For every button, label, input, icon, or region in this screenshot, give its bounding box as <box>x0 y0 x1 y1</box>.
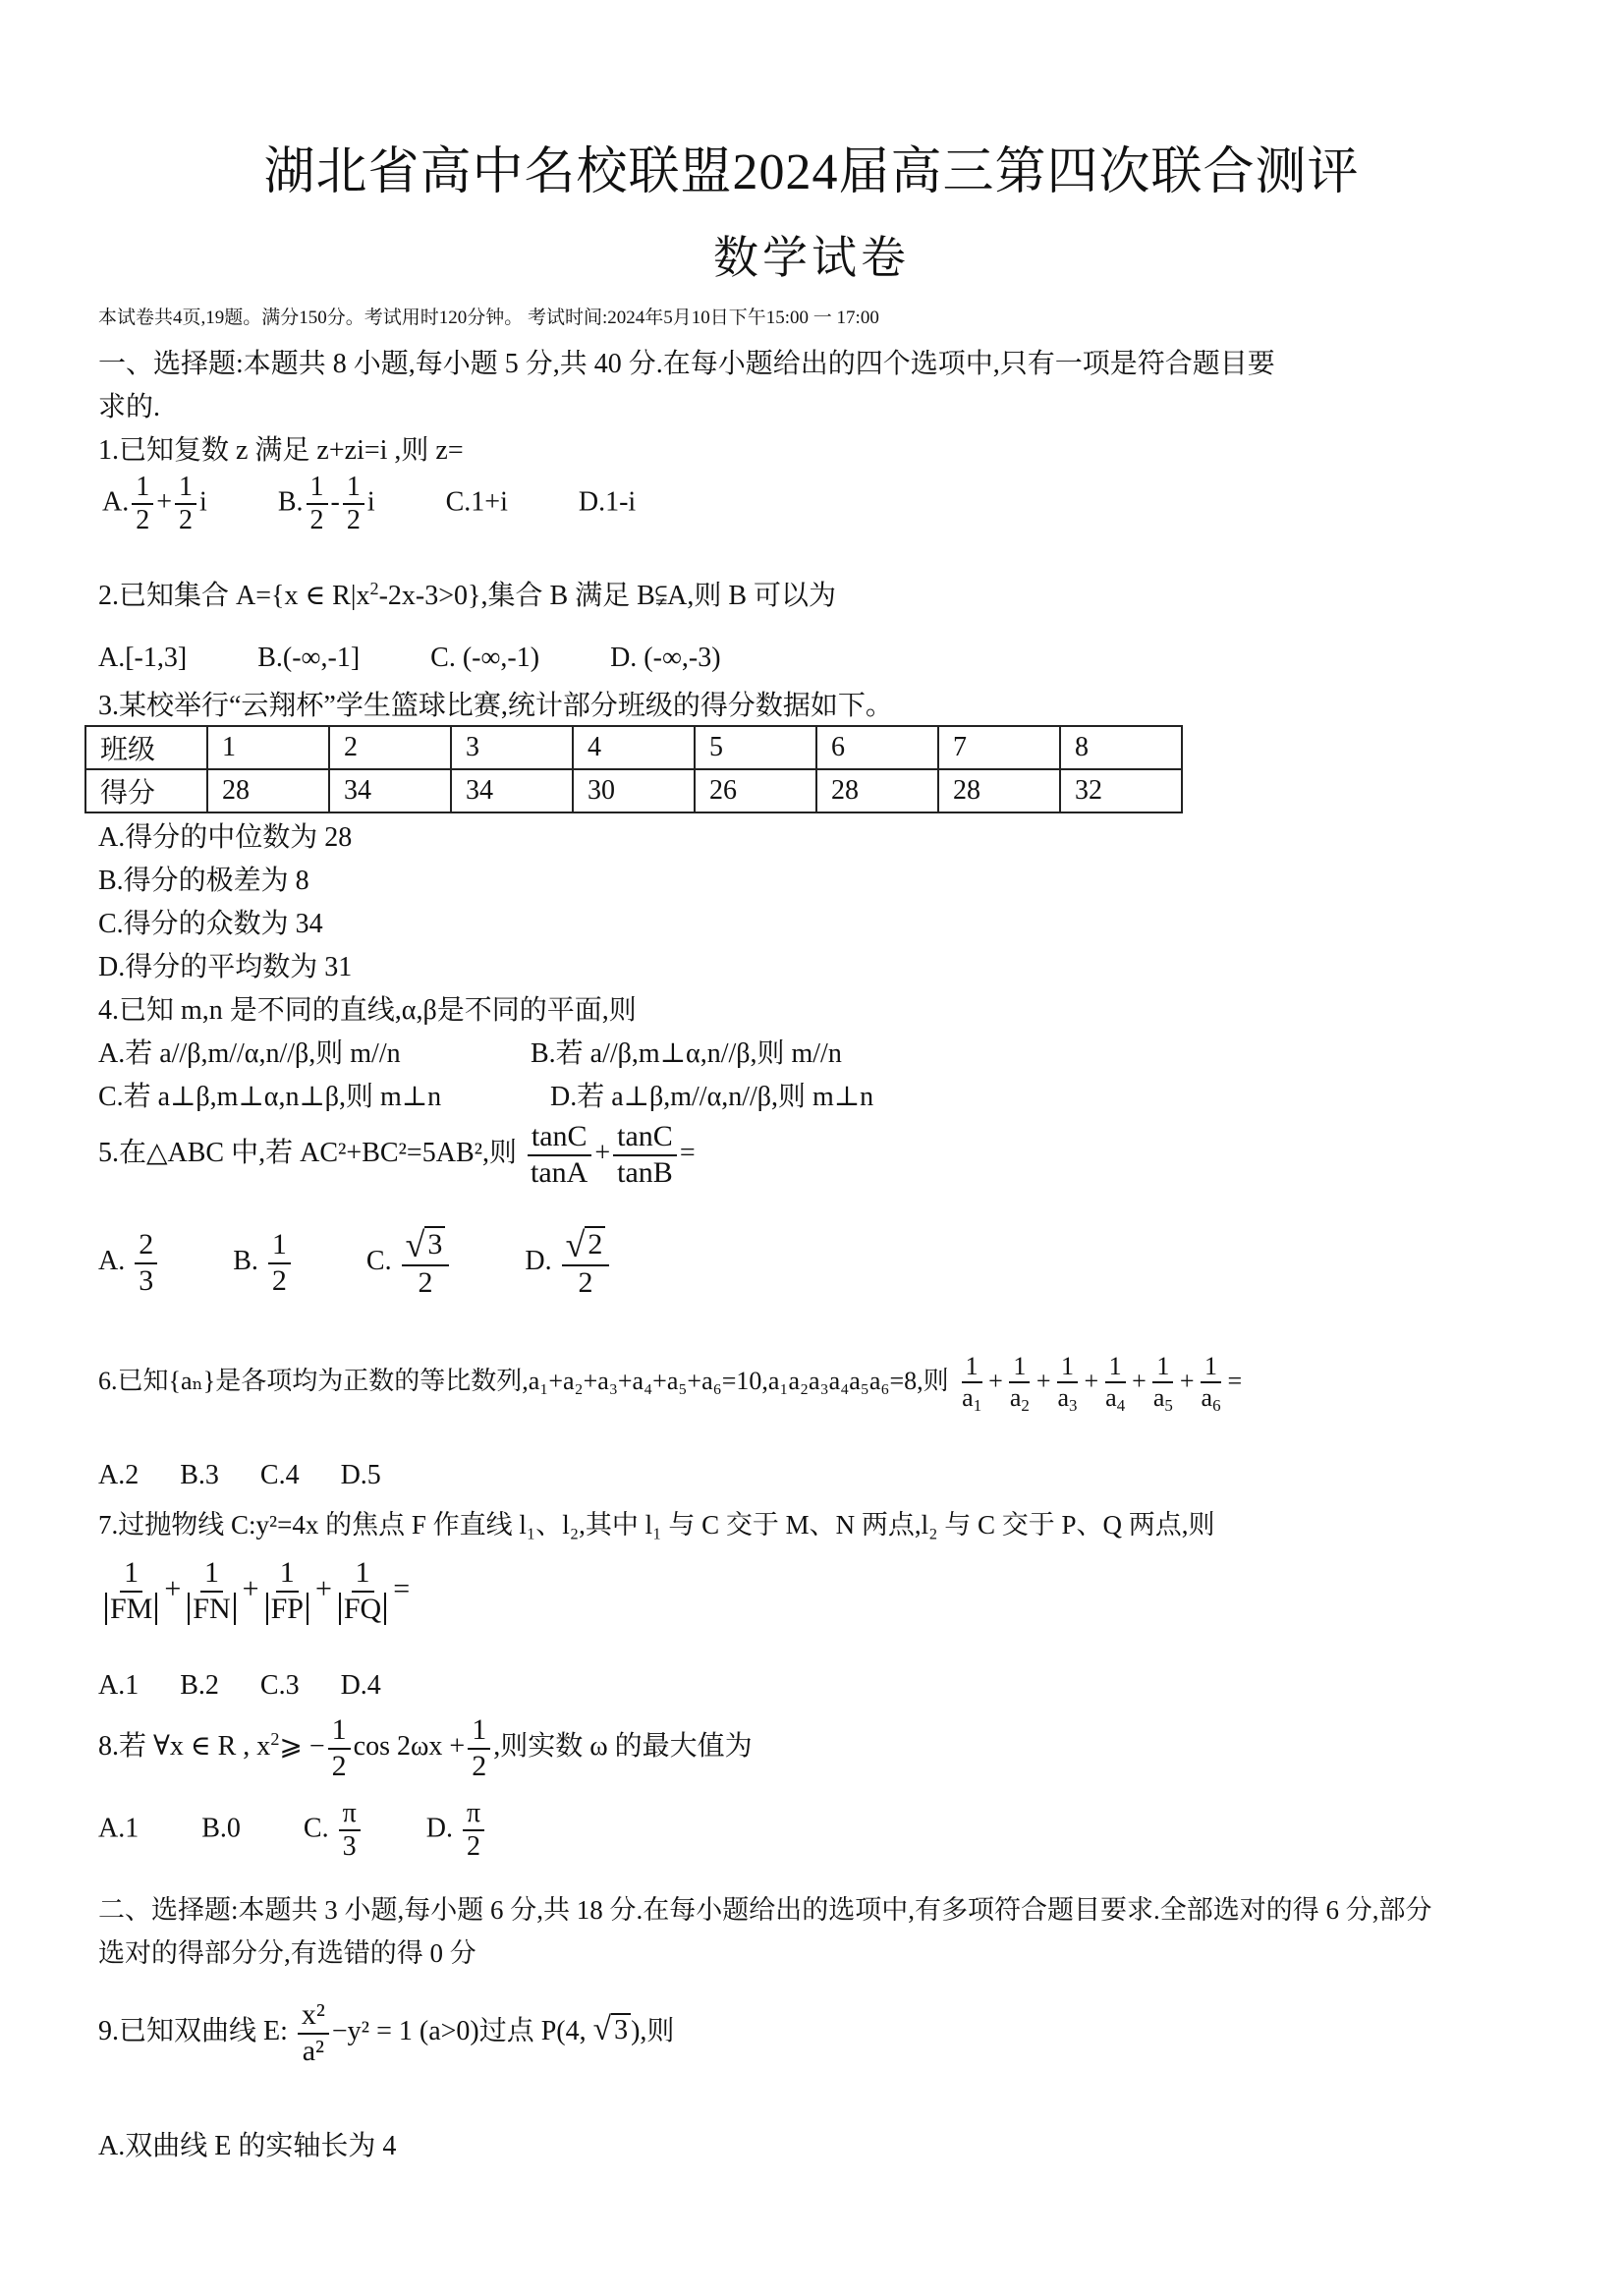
table-header-class: 班级 <box>85 726 207 769</box>
q8-option-c-frac: $\frac{\pi}{3}$ <box>339 1798 361 1863</box>
q3-option-d: D.得分的平均数为 31 <box>98 952 353 982</box>
q5-frac-tanc-tana: $\frac{\tan C}{\tan A}$ <box>527 1120 591 1190</box>
q1-b-minus: - <box>330 486 340 518</box>
q6-frac-6: $\frac{1}{a_6}$ <box>1201 1352 1221 1415</box>
question-2-stem: 2.已知集合 A={x ∈ $R|x^2-2x-3>0$},集合 B 满足 B⫋A,则 B 可以为 <box>98 579 837 611</box>
table-cell: 34 <box>451 769 573 812</box>
q1-a-frac-2: $\frac{1}{2}$ <box>175 472 196 536</box>
question-1-options <box>102 472 636 536</box>
q1-option-b-label: B. <box>277 486 304 518</box>
q8-frac-half-2: $\frac{1}{2}$ <box>468 1713 490 1783</box>
table-cell: 1 <box>207 726 329 769</box>
table-row-classes <box>85 726 1182 769</box>
section2-heading-line1: 二、选择题:本题共 3 小题,每小题 6 分,共 18 分.在每小题给出的选项中,有多项符合题目要求.全部选对的得 6 分,部分 <box>98 1895 1432 1925</box>
q1-b-i: i <box>366 486 375 518</box>
score-table <box>84 725 1183 813</box>
question-8-options <box>98 1798 487 1863</box>
q5-option-b-label: B. <box>233 1246 258 1277</box>
q2-option-c: C. (-∞,-1) <box>430 643 540 673</box>
q2-option-d: D. (-∞,-3) <box>610 643 721 673</box>
q6-frac-1: $\frac{1}{a_1}$ <box>962 1352 982 1415</box>
q3-option-c: C.得分的众数为 34 <box>98 909 323 939</box>
q9-frac-x2-a2: $\frac{\text{x²}}{\text{a²}}$ <box>298 1998 329 2068</box>
question-2-options <box>98 643 721 674</box>
table-cell: 28 <box>816 769 938 812</box>
q8-option-d-label: D. <box>425 1813 453 1844</box>
q5-option-c-label: C. <box>365 1246 392 1277</box>
q5-option-d-label: D. <box>525 1246 552 1277</box>
q1-option-d: D.1-i <box>578 486 637 518</box>
table-cell: 8 <box>1060 726 1182 769</box>
question-1-stem: 1.已知复数 z 满足 z+zi=i ,则 z= <box>98 435 464 466</box>
q2-option-b: B.(-∞,-1] <box>257 643 361 673</box>
q2-set-expr: {x ∈ R|x <box>271 581 370 611</box>
q4-option-b: B.若 a//β,m⊥α,n//β,则 m//n <box>531 1038 842 1069</box>
q1-a-frac-1: $\frac{1}{2}$ <box>132 472 153 536</box>
table-cell: 32 <box>1060 769 1182 812</box>
q1-b-frac-2: $\frac{1}{2}$ <box>343 472 364 536</box>
q5-option-b-frac: $\frac{1}{2}$ <box>268 1228 291 1298</box>
table-header-score: 得分 <box>85 769 207 812</box>
question-8-stem: 8.若 ∀x ∈ R , $x^2⩾$ − $\frac{1}{2}$ cos 2ωx + $\frac{1}{2}$ ,则实数 ω 的最大值为 <box>98 1713 753 1782</box>
table-cell: 34 <box>329 769 451 812</box>
q7-frac-fm: $\frac{1}{FM}$ <box>101 1556 161 1626</box>
q1-a-plus: + <box>156 486 173 518</box>
section2-heading-line2: 选对的得部分分,有选错的得 0 分 <box>98 1938 476 1968</box>
question-5-options <box>98 1226 612 1301</box>
q3-option-b: B.得分的极差为 8 <box>98 866 309 896</box>
q6-frac-4: $\frac{1}{a_4}$ <box>1105 1352 1126 1415</box>
q1-option-c: C.1+i <box>445 486 508 518</box>
q5-option-d-frac: √ 2 2 <box>562 1226 610 1301</box>
table-cell: 26 <box>695 769 816 812</box>
question-6-options: A.2 B.3 C.4 D.5 <box>98 1460 381 1490</box>
question-5-stem: 5.在△ABC 中,若 AC²+BC²=5AB²,则 $\frac{\tan C}{\tan A}$ + $\frac{\tan C}{\tan B}$ = <box>98 1120 696 1189</box>
table-cell: 3 <box>451 726 573 769</box>
question-7-options: A.1 B.2 C.3 D.4 <box>98 1670 381 1701</box>
table-cell: 7 <box>938 726 1060 769</box>
q1-option-a-label: A. <box>102 486 130 518</box>
q7-frac-fn: $\frac{1}{FN}$ <box>184 1556 239 1626</box>
q6-frac-3: $\frac{1}{a_3}$ <box>1057 1352 1078 1415</box>
table-cell: 28 <box>938 769 1060 812</box>
q6-frac-5: $\frac{1}{a_5}$ <box>1152 1352 1173 1415</box>
question-7-expression: $\frac{1}{FM}$ + $\frac{1}{FN}$ + $\frac{1}{FP}$ + $\frac{1}{FQ}$ = <box>98 1556 410 1626</box>
table-cell: 28 <box>207 769 329 812</box>
q5-option-a-label: A. <box>98 1246 126 1277</box>
q1-a-i: i <box>199 486 207 518</box>
q9-option-a: A.双曲线 E 的实轴长为 4 <box>98 2131 397 2161</box>
table-cell: 6 <box>816 726 938 769</box>
table-cell: 30 <box>573 769 695 812</box>
question-3-stem: 3.某校举行“云翔杯”学生篮球比赛,统计部分班级的得分数据如下。 <box>98 691 893 721</box>
q5-frac-tanc-tanb: $\frac{\tan C}{\tan B}$ <box>613 1120 677 1190</box>
table-cell: 2 <box>329 726 451 769</box>
page-title: 湖北省高中名校联盟2024届高三第四次联合测评 <box>263 144 1360 200</box>
q1-b-frac-1: $\frac{1}{2}$ <box>307 472 328 536</box>
table-row-scores <box>85 769 1182 812</box>
page-subtitle: 数学试卷 <box>713 233 910 283</box>
q8-option-a: A.1 <box>98 1813 140 1844</box>
q8-option-c-label: C. <box>303 1813 329 1844</box>
q4-option-d: D.若 a⊥β,m//α,n//β,则 m⊥n <box>550 1082 874 1112</box>
question-6-stem: 6.已知{aₙ}是各项均为正数的等比数列,a₁+a₂+a₃+a₄+a₅+a₆=10,a₁a₂a₃a₄a₅a₆=8,则 $\frac{1}{a_1}$ + $\frac{1}{a_2}$ + $\frac{1}{a_3}$ + $\frac{1}{a_4}$ + $\frac{1}{a_5}$ + $\frac{1}{a_6}$ = <box>98 1352 1243 1415</box>
q8-option-d-frac: $\frac{\pi}{2}$ <box>463 1798 484 1863</box>
table-cell: 4 <box>573 726 695 769</box>
q7-frac-fq: $\frac{1}{FQ}$ <box>335 1556 390 1626</box>
q9-sqrt-3: √ 3 <box>593 2013 631 2046</box>
section1-heading-line2: 求的. <box>98 392 161 422</box>
q8-frac-half: $\frac{1}{2}$ <box>328 1713 351 1783</box>
q5-option-a-frac: $\frac{2}{3}$ <box>135 1228 157 1298</box>
q6-frac-2: $\frac{1}{a_2}$ <box>1009 1352 1030 1415</box>
question-7-stem: 7.过抛物线 C:y²=4x 的焦点 F 作直线 l₁、l₂,其中 l₁ 与 C 交于 M、N 两点,l₂ 与 C 交于 P、Q 两点,则 <box>98 1510 1215 1540</box>
exam-note: 本试卷共4页,19题。满分150分。考试用时120分钟。 考试时间:2024年5月10日下午15:00 一 17:00 <box>98 308 879 328</box>
q4-option-a: A.若 a//β,m//α,n//β,则 m//n <box>98 1038 401 1069</box>
section1-heading-line1: 一、选择题:本题共 8 小题,每小题 5 分,共 40 分.在每小题给出的四个选项中,只有一项是符合题目要 <box>98 349 1275 379</box>
q4-option-c: C.若 a⊥β,m⊥α,n⊥β,则 m⊥n <box>98 1082 442 1112</box>
q5-option-c-frac: √ 3 2 <box>402 1226 450 1301</box>
q8-option-b: B.0 <box>201 1813 241 1844</box>
q2-option-a: A.[-1,3] <box>98 643 188 673</box>
question-4-stem: 4.已知 m,n 是不同的直线,α,β是不同的平面,则 <box>98 995 637 1026</box>
q7-frac-fp: $\frac{1}{FP}$ <box>262 1556 312 1626</box>
table-cell: 5 <box>695 726 816 769</box>
question-9-stem: 9.已知双曲线 E: $\frac{\text{x²}}{\text{a²}}$ −y² = 1 (a>0)过点 P(4, √ 3 ),则 <box>98 1998 675 2067</box>
q3-option-a: A.得分的中位数为 28 <box>98 822 353 853</box>
